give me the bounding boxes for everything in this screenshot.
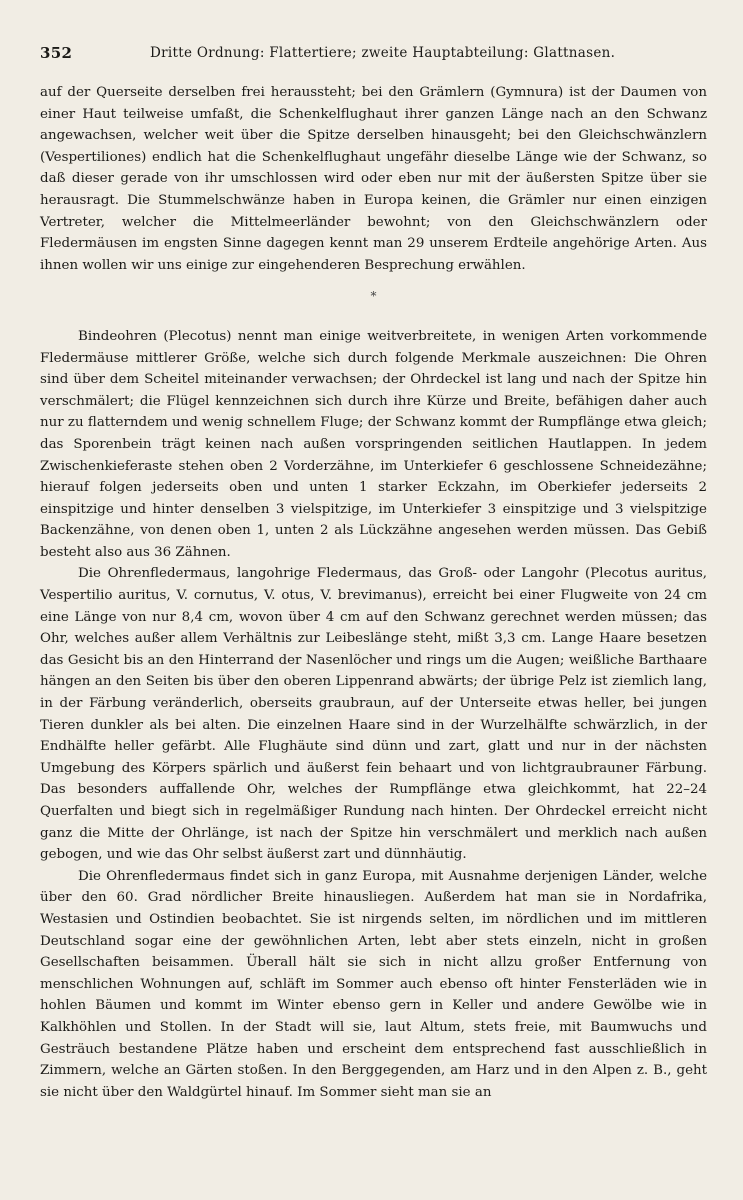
page-number: 352	[40, 44, 73, 62]
running-head: Dritte Ordnung: Flattertiere; zweite Hauptabteilung: Glattnasen.	[150, 45, 616, 61]
paragraph-2: Bindeohren (Plecotus) nennt man einige weitverbreitete, in wenigen Arten vorkommende Fledermäuse mittlerer Größe, welche sich durch folgende Merkmale auszeichnen: Die Ohren sind über dem Scheitel miteinander verwachsen; der Ohrdeckel ist lang und nach der Spitze hin verschmälert; die Flügel kennzeichnen sich durch ihre Kürze und Breite, befähigen daher auch nur zu flatterndem und wenig schnellem Fluge; der Schwanz kommt der Rumpflänge etwa gleich; das Sporenbein trägt keinen nach außen vorspringenden seitlichen Hautlappen. In jedem Zwischenkieferaste stehen oben 2 Vorderzähne, im Unterkiefer 6 geschlossene Schneidezähne; hierauf folgen jederseits oben und unten 1 starker Eckzahn, im Oberkiefer jederseits 2 einspitzige und hinter denselben 3 vielspitzige, im Unterkiefer 3 einspitzige und 3 vielspitzige Backenzähne, von denen oben 1, unten 2 als Lückzähne angesehen werden müssen. Das Gebiß besteht also aus 36 Zähnen.	[40, 328, 707, 560]
body-text	[40, 82, 707, 1103]
paragraph-4: Die Ohrenfledermaus findet sich in ganz Europa, mit Ausnahme derjenigen Länder, welche über den 60. Grad nördlicher Breite hinausliegen. Außerdem hat man sie in Nordafrika, Westasien und Ostindien beobachtet. Sie ist nirgends selten, im nördlichen und im mittleren Deutschland sogar eine der gewöhnlichen Arten, lebt aber stets einzeln, nicht in großen Gesellschaften beisammen. Überall hält sie sich in nicht allzu großer Entfernung von menschlichen Wohnungen auf, schläft im Sommer auch ebenso oft hinter Fensterläden wie in hohlen Bäumen und kommt im Winter ebenso gern in Keller und andere Gewölbe wie in Kalkhöhlen und Stollen. In der Stadt will sie, laut Altum, stets freie, mit Baumwuchs und Gesträuch bestandene Plätze haben und erscheint dem entsprechend fast ausschließlich in Zimmern, welche an Gärten stoßen. In den Berggegenden, am Harz und in den Alpen z. B., geht sie nicht über den Waldgürtel hinauf. Im Sommer sieht man sie an	[40, 868, 707, 1100]
page-header	[40, 44, 707, 72]
section-separator: *	[370, 289, 377, 304]
paragraph-1: auf der Querseite derselben frei heraussteht; bei den Grämlern (Gymnura) ist der Daumen von einer Haut teilweise umfaßt, die Schenkelflughaut ihrer ganzen Länge nach an den Schwanz angewachsen, welcher weit über die Spitze derselben hinausgeht; bei den Gleichschwänzlern (Vespertiliones) endlich hat die Schenkelflughaut ungefähr dieselbe Länge wie der Schwanz, so daß dieser gerade von ihr umschlossen wird oder eben nur mit der äußersten Spitze über sie herausragt. Die Stummelschwänze haben in Europa keinen, die Grämler nur einen einzigen Vertreter, welcher die Mittelmeerländer bewohnt; von den Gleichschwänzlern oder Fledermäusen im engsten Sinne dagegen kennt man 29 unserem Erdteile angehörige Arten. Aus ihnen wollen wir uns einige zur eingehenderen Besprechung erwählen.	[40, 85, 707, 273]
paragraph-3: Die Ohrenfledermaus, langohrige Fledermaus, das Groß- oder Langohr (Plecotus auritus, Vespertilio auritus, V. cornutus, V. otus, V. brevimanus), erreicht bei einer Flugweite von 24 cm eine Länge von nur 8,4 cm, wovon über 4 cm auf den Schwanz gerechnet werden müssen; das Ohr, welches außer allem Verhältnis zur Leibeslänge steht, mißt 3,3 cm. Lange Haare besetzen das Gesicht bis an den Hinterrand der Nasenlöcher und rings um die Augen; weißliche Barthaare hängen an den Seiten bis über den oberen Lippenrand abwärts; der übrige Pelz ist ziemlich lang, in der Färbung veränderlich, oberseits graubraun, auf der Unterseite etwas heller, bei jungen Tieren dunkler als bei alten. Die einzelnen Haare sind in der Wurzelhälfte schwärzlich, in der Endhälfte heller gefärbt. Alle Flughäute sind dünn und zart, glatt und nur in der nächsten Umgebung des Körpers spärlich und äußerst fein behaart und von lichtgraubrauner Färbung. Das besonders auffallende Ohr, welches der Rumpflänge etwa gleichkommt, hat 22–24 Querfalten und biegt sich in regelmäßiger Rundung nach hinten. Der Ohrdeckel erreicht nicht ganz die Mitte der Ohrlänge, ist nach der Spitze hin verschmälert und merklich nach außen gebogen, und wie das Ohr selbst äußerst zart und dünnhäutig.	[40, 566, 707, 863]
